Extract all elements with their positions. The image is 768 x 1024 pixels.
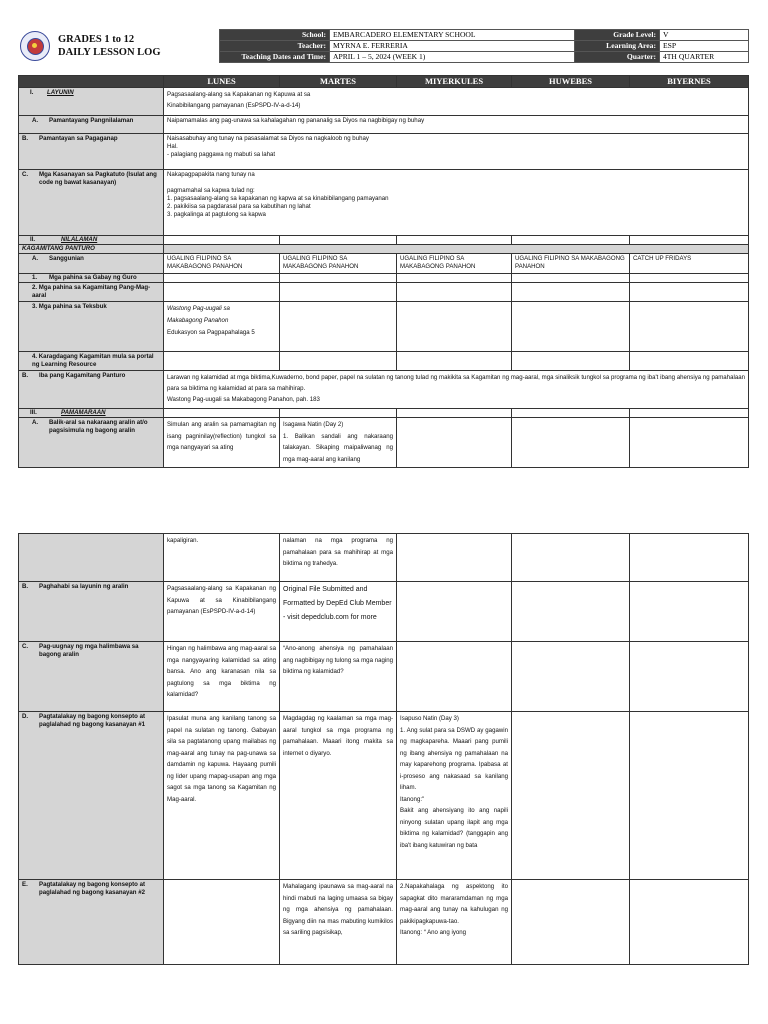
pagtalakay2-martes: Mahalagang ipaunawa sa mag-aaral na hindi mabuti na laging umaasa sa bigay ng mga ahensiya ng pamahalaan. Bigyang diin na mas mabuting kumikilos sa sariling pagsisikap, <box>280 880 397 965</box>
area-value: ESP <box>660 41 749 52</box>
balik-aral-lunes: Simulan ang aralin sa pamamagitan ng isang pagninilay(reflection) tungkol sa mga nangyayari sa ating <box>164 418 280 468</box>
pag-uugnay-martes: “Ano-anong ahensiya ng pamahalaan ang nagbibigay ng tulong sa mga naging biktima ng kalamidad? <box>280 642 397 712</box>
row-balik-aral: A. Balik-aral sa nakaraang aralin at/o pagsisimula ng bagong aralin Simulan ang aralin sa pamamagitan ng isang pagninilay(reflection) tungkol sa mga nangyayari sa ating Isagawa Natin (Day 2) 1. Balikan sandali ang nakaraang talakayan. Sikaping maipaliwanag ng mga mag-aaral ang kanilang <box>19 418 749 468</box>
sanggunian-lunes: UGALING FILIPINO SA MAKABAGONG PANAHON <box>164 254 280 274</box>
pamantayan-pagganap-text: Naisasabuhay ang tunay na pasasalamat sa Diyos na nagkaloob ng buhay Hal. - palagiang paggawa ng mabuti sa lahat <box>164 134 749 170</box>
balik-aral-martes: Isagawa Natin (Day 2) 1. Balikan sandali ang nakaraang talakayan. Sikaping maipaliwanag ng mga mag-aaral ang kanilang <box>280 418 397 468</box>
grade-label: Grade Level: <box>575 30 660 41</box>
row-karagdagang: 4. Karagdagang Kagamitan mula sa portal ng Learning Resource <box>19 352 749 371</box>
pamantayang-pangnilalaman-text: Naipamamalas ang pag-unawa sa kahalagahan ng pananalig sa Diyos na nagbibigay ng buhay <box>164 116 749 134</box>
day-biyernes: BIYERNES <box>630 76 749 88</box>
row-kagamitang-panturo: KAGAMITANG PANTURO <box>19 245 749 254</box>
row-sanggunian: A. Sanggunian UGALING FILIPINO SA MAKABAGONG PANAHON UGALING FILIPINO SA MAKABAGONG PANAHON UGALING FILIPINO SA MAKABAGONG PANAHON UGALING FILIPINO SA MAKABAGONG PANAHON CATCH UP FRIDAYS <box>19 254 749 274</box>
row-teksbuk: 3. Mga pahina sa Teksbuk Wastong Pag-uugali sa Makabagong Panahon Edukasyon sa Pagpapahalaga 5 <box>19 302 749 352</box>
title-daily-lesson-log: DAILY LESSON LOG <box>58 47 161 58</box>
dates-label: Teaching Dates and Time: <box>220 52 330 63</box>
row-nilalaman: II. NILALAMAN <box>19 236 749 245</box>
row-kasanayan: C. Mga Kasanayan sa Pagkatuto (Isulat ang code ng bawat kasanayan) Nakapagpapakita nang tunay na pagmamahal sa kapwa tulad ng: 1. pagsasaalang-alang sa kapakanan ng kapwa at sa kinabibilangang pamayanan 2. pakikiisa sa pagdarasal para sa kabutihan ng lahat 3. pagkalinga at pagtulong sa kapwa <box>19 170 749 236</box>
cont-lunes: kapaligiran. <box>164 534 280 582</box>
quarter-value: 4TH QUARTER <box>660 52 749 63</box>
cont-martes: nalaman na mga programa ng pamahalaan para sa mahihirap at mga biktima ng trahedya. <box>280 534 397 582</box>
pagtalakay1-miyerkules: Isapuso Natin (Day 3) 1. Ang sulat para sa DSWD ay gagawin ng magkapareha. Maaari pang pumili ng ibang ahensiya ng pamahalaan na may kaparehong programa. Ipabasa at i-proseso ang nakasaad sa kanilang liham. Itanong:" Bakit ang ahensiyang ito ang napili ninyong sulatan upang ilapit ang mga biktima ng kalamidad? (tanggapin ang iba't ibang katuwiran ng bata <box>397 712 512 880</box>
row-pamantayang-pangnilalaman: A. Pamantayang Pangnilalaman Naipamamalas ang pag-unawa sa kahalagahan ng pananalig sa Diyos na nagbibigay ng buhay <box>19 116 749 134</box>
dates-value: APRIL 1 – 5, 2024 (WEEK 1) <box>330 52 575 63</box>
day-lunes: LUNES <box>164 76 280 88</box>
row-paghahabi: B. Paghahabi sa layunin ng aralin Pagsasaalang-alang sa Kapakanan ng Kapuwa at sa Kinabibilangang pamayanan (EsPSPD-IV-a-d-14) Original File Submitted and Formatted by DepEd Club Member - visit depedclub.com for more <box>19 582 749 642</box>
pagtalakay1-lunes: Ipasulat muna ang kanilang tanong sa papel na sulatan ng tanong. Gabayan sila sa pagtatanong upang mailabas ng mag-aaral ang tunay na pag-unawa sa damdamin ng kapuwa. Hayaang pumili ng lider upang mapag-usapan ang mga sagot sa mga tanong sa Kagamitan ng Mag-aaral. <box>164 712 280 880</box>
row-pamamaraan: III. PAMAMARAAN <box>19 409 749 418</box>
teksbuk-line1: Wastong Pag-uugali sa <box>167 305 230 312</box>
sanggunian-huwebes: UGALING FILIPINO SA MAKABAGONG PANAHON <box>512 254 630 274</box>
paghahabi-martes-note: Original File Submitted and Formatted by DepEd Club Member - visit depedclub.com for more <box>280 582 397 642</box>
school-label: School: <box>220 30 330 41</box>
school-value: EMBARCADERO ELEMENTARY SCHOOL <box>330 30 575 41</box>
row-continuation <box>19 534 749 582</box>
row-pamantayan-pagganap: B. Pamantayan sa Pagaganap Naisasabuhay ang tunay na pasasalamat sa Diyos na nagkaloob ng buhay Hal. - palagiang paggawa ng mabuti sa lahat <box>19 134 749 170</box>
row-pagtalakay-2: E. Pagtatalakay ng bagong konsepto at paglalahad ng bagong kasanayan #2 Mahalagang ipaunawa sa mag-aaral na hindi mabuti na laging umaasa sa bigay ng mga ahensiya ng pamahalaan. Bigyang diin na mas mabuting kumikilos sa sariling pagsisikap, 2.Napakahalaga ng aspektong ito sapagkat dito mararamdaman ng mga mag-aaral ang tunay na kahulugan ng pakikipagkapuwa-tao. Itanong: “ Ano ang iyong <box>19 880 749 965</box>
lesson-grid-page-2 <box>18 533 749 965</box>
row-pagtalakay-1: D. Pagtatalakay ng bagong konsepto at paglalahad ng bagong kasanayan #1 Ipasulat muna ang kanilang tanong sa papel na sulatan ng tanong. Gabayan sila sa pagtatanong upang mailabas ng mag-aaral ang tunay na pag-unawa sa damdamin ng kapuwa. Hayaang pumili ng lider upang mapag-usapan ang mga sagot sa mga tanong sa Kagamitan ng Mag-aaral. Magdagdag ng kaalaman sa mga mag-aaral tungkol sa mga programa ng pamahalaan. Maaari itong makita sa internet o diyaryo. Isapuso Natin (Day 3) 1. Ang sulat para sa DSWD ay gagawin ng magkapareha. Maaari pang pumili ng ibang ahensiya ng pamahalaan na may kaparehong programa. Ipabasa at i-proseso ang nakasaad sa kanilang liham. Itanong:" Bakit ang ahensiyang ito ang napili ninyong sulatan upang ilapit ang mga biktima ng kalamidad? (tanggapin ang iba't ibang katuwiran ng bata <box>19 712 749 880</box>
teacher-value: MYRNA E. FERRERIA <box>330 41 575 52</box>
row-layunin: I. LAYUNIN Pagsasaalang-alang sa Kapakanan ng Kapuwa at sa Kinabibilangang pamayanan (EsPSPD-IV-a-d-14) <box>19 88 749 116</box>
day-martes: MARTES <box>280 76 397 88</box>
quarter-label: Quarter: <box>575 52 660 63</box>
grade-value: V <box>660 30 749 41</box>
pagtalakay1-martes: Magdagdag ng kaalaman sa mga mag-aaral tungkol sa mga programa ng pamahalaan. Maaari itong makita sa internet o diyaryo. <box>280 712 397 880</box>
area-label: Learning Area: <box>575 41 660 52</box>
teksbuk-line3: Edukasyon sa Pagpapahalaga 5 <box>167 329 255 336</box>
sanggunian-miyerkules: UGALING FILIPINO SA MAKABAGONG PANAHON <box>397 254 512 274</box>
iba-pang-kagamitan-text: Larawan ng kalamidad at mga biktima,Kuwaderno, bond paper, papel na sulatan ng tanong tulad ng makikita sa Kagamitan ng mag-aaral, mga sinaliksik tungkol sa programa ng iba't ibang ahensiya ng pamahalaan para sa biktima ng kalamidad at para sa mahihirap. Wastong Pag-uugali sa Makabagong Panahon, pah. 183 <box>164 371 749 409</box>
layunin-text: Pagsasaalang-alang sa Kapakanan ng Kapuwa at sa Kinabibilangang pamayanan (EsPSPD-IV-a-d-14) <box>164 88 749 116</box>
sanggunian-biyernes: CATCH UP FRIDAYS <box>630 254 749 274</box>
teksbuk-line2: Makabagong Panahon <box>167 317 229 324</box>
sanggunian-martes: UGALING FILIPINO SA MAKABAGONG PANAHON <box>280 254 397 274</box>
title-grades: GRADES 1 to 12 <box>58 34 135 45</box>
day-huwebes: HUWEBES <box>512 76 630 88</box>
row-iba-pang-kagamitan: B. Iba pang Kagamitang Panturo Larawan ng kalamidad at mga biktima,Kuwaderno, bond paper, papel na sulatan ng tanong tulad ng makikita sa Kagamitan ng mag-aaral, mga sinaliksik tungkol sa programa ng iba't ibang ahensiya ng pamahalaan para sa biktima ng kalamidad at para sa mahihirap. Wastong Pag-uugali sa Makabagong Panahon, pah. 183 <box>19 371 749 409</box>
pag-uugnay-lunes: Hingan ng halimbawa ang mag-aaral sa mga nangyayaring kalamidad sa ating bansa. Ano ang karanasan nila sa pagtulong sa mga biktima ng kalamidad? <box>164 642 280 712</box>
kasanayan-text: Nakapagpapakita nang tunay na pagmamahal sa kapwa tulad ng: 1. pagsasaalang-alang sa kapakanan ng kapwa at sa kinabibilangang pamayanan 2. pakikiisa sa pagdarasal para sa kabutihan ng lahat 3. pagkalinga at pagtulong sa kapwa <box>164 170 749 236</box>
teacher-label: Teacher: <box>220 41 330 52</box>
paghahabi-lunes: Pagsasaalang-alang sa Kapakanan ng Kapuwa at sa Kinabibilangang pamayanan (EsPSPD-IV-a-d-14) <box>164 582 280 642</box>
day-miyerkules: MIYERKULES <box>397 76 512 88</box>
row-gabay-guro: 1. Mga pahina sa Gabay ng Guro <box>19 274 749 283</box>
pagtalakay2-miyerkules: 2.Napakahalaga ng aspektong ito sapagkat dito mararamdaman ng mga mag-aaral ang tunay na kahulugan ng pakikipagkapuwa-tao. Itanong: “ Ano ang iyong <box>397 880 512 965</box>
row-kagamitang-mag-aaral: 2. Mga pahina sa Kagamitang Pang-Mag-aaral <box>19 283 749 302</box>
row-pag-uugnay: C. Pag-uugnay ng mga halimbawa sa bagong aralin Hingan ng halimbawa ang mag-aaral sa mga nangyayaring kalamidad sa ating bansa. Ano ang karanasan nila sa pagtulong sa mga biktima ng kalamidad? “Ano-anong ahensiya ng pamahalaan ang nagbibigay ng tulong sa mga naging biktima ng kalamidad? <box>19 642 749 712</box>
